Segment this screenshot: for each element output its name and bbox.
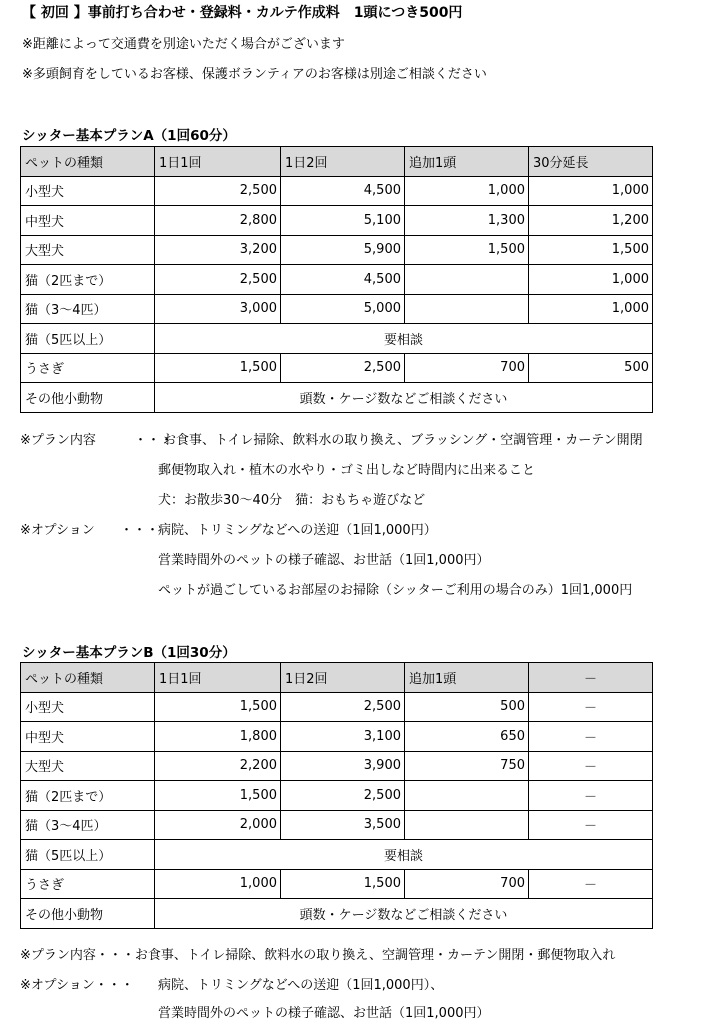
table-row <box>21 324 653 354</box>
pet-type-cell: その他小動物 <box>21 899 155 929</box>
price-cell: 2,800 <box>155 206 281 236</box>
travel-fee-note: ※距離によって交通費を別途いただく場合がございます <box>22 37 345 52</box>
table-row <box>21 383 653 413</box>
price-cell: 5,000 <box>281 294 405 324</box>
table-header-row <box>21 663 653 693</box>
price-cell: 2,500 <box>281 692 405 722</box>
plan-a-content-text: お食事、トイレ掃除、飲料水の取り換え、ブラッシング・空調管理・カーテン開閉 <box>163 433 643 448</box>
table-row <box>21 810 653 840</box>
pet-type-cell: 猫（2匹まで） <box>21 781 155 811</box>
price-cell <box>405 781 529 811</box>
price-cell: 1,500 <box>529 235 653 265</box>
price-cell: 3,200 <box>155 235 281 265</box>
table-row <box>21 869 653 899</box>
price-cell: 1,000 <box>529 176 653 206</box>
price-cell: 1,500 <box>155 781 281 811</box>
pet-type-cell: うさぎ <box>21 353 155 383</box>
price-cell: 1,500 <box>155 692 281 722</box>
price-cell: 650 <box>405 722 529 752</box>
plan-a-option-text: 病院、トリミングなどへの送迎（1回1,000円） <box>158 523 437 538</box>
pet-type-cell: 猫（3～4匹） <box>21 810 155 840</box>
pet-type-cell: 猫（5匹以上） <box>21 324 155 354</box>
plan-a-option-label: ※オプション <box>20 523 95 538</box>
plan-a-content-text: 郵便物取入れ・植木の水やり・ゴミ出しなど時間内に出来ること <box>158 463 536 478</box>
price-cell: 1,000 <box>529 265 653 295</box>
price-cell: 2,500 <box>281 781 405 811</box>
multi-pet-note: ※多頭飼育をしているお客様、保護ボランティアのお客様は別途ご相談ください <box>22 67 487 82</box>
column-header: 1日2回 <box>281 147 405 177</box>
pet-type-cell: 中型犬 <box>21 206 155 236</box>
price-cell: 3,900 <box>281 751 405 781</box>
price-cell: 5,900 <box>281 235 405 265</box>
price-cell: 500 <box>405 692 529 722</box>
column-header: － <box>529 663 653 693</box>
pet-type-cell: その他小動物 <box>21 383 155 413</box>
price-cell <box>405 265 529 295</box>
table-row <box>21 692 653 722</box>
dash-cell: － <box>529 810 653 840</box>
price-cell: 2,200 <box>155 751 281 781</box>
dash-cell: － <box>529 869 653 899</box>
plan-a-option-dots: ・・・ <box>120 523 160 538</box>
column-header: 1日1回 <box>155 147 281 177</box>
pet-type-cell: 大型犬 <box>21 235 155 265</box>
consult-cell: 要相談 <box>155 840 653 870</box>
table-row <box>21 294 653 324</box>
dash-cell: － <box>529 692 653 722</box>
column-header: 追加1頭 <box>405 147 529 177</box>
table-row <box>21 235 653 265</box>
plan-b-option-label: ※オプション・・・ <box>20 978 134 993</box>
price-cell: 700 <box>405 353 529 383</box>
pet-type-cell: 大型犬 <box>21 751 155 781</box>
plan-a-table <box>20 146 653 413</box>
column-header: ペットの種類 <box>21 663 155 693</box>
price-cell: 500 <box>529 353 653 383</box>
plan-a-option-text: ペットが過ごしているお部屋のお掃除（シッターご利用の場合のみ）1回1,000円 <box>158 583 633 598</box>
pet-type-cell: 中型犬 <box>21 722 155 752</box>
price-cell: 1,500 <box>405 235 529 265</box>
plan-b-table <box>20 662 653 929</box>
price-cell: 4,500 <box>281 176 405 206</box>
price-cell: 4,500 <box>281 265 405 295</box>
consult-cell: 頭数・ケージ数などご相談ください <box>155 899 653 929</box>
table-row <box>21 176 653 206</box>
price-cell: 2,500 <box>155 265 281 295</box>
price-cell: 1,800 <box>155 722 281 752</box>
price-cell: 2,500 <box>281 353 405 383</box>
price-cell: 1,000 <box>405 176 529 206</box>
intro-fee-line: 【 初回 】事前打ち合わせ・登録料・カルテ作成料 1頭につき500円 <box>22 5 463 21</box>
pet-type-cell: 猫（2匹まで） <box>21 265 155 295</box>
consult-cell: 要相談 <box>155 324 653 354</box>
price-cell: 1,500 <box>281 869 405 899</box>
plan-a-content-text: 犬：お散歩30～40分 猫：おもちゃ遊びなど <box>158 493 426 508</box>
pet-type-cell: 小型犬 <box>21 176 155 206</box>
price-cell: 1,000 <box>155 869 281 899</box>
table-row <box>21 751 653 781</box>
price-cell: 750 <box>405 751 529 781</box>
dash-cell: － <box>529 781 653 811</box>
price-cell: 1,300 <box>405 206 529 236</box>
column-header: 1日1回 <box>155 663 281 693</box>
plan-a-content-label: ※プラン内容 <box>20 433 96 448</box>
table-row <box>21 206 653 236</box>
plan-a-content-dots: ・・・ <box>134 433 174 448</box>
table-row <box>21 899 653 929</box>
price-cell: 1,000 <box>529 294 653 324</box>
pet-type-cell: 猫（5匹以上） <box>21 840 155 870</box>
plan-b-option-text: 営業時間外のペットの様子確認、お世話（1回1,000円） <box>158 1006 490 1021</box>
column-header: 30分延長 <box>529 147 653 177</box>
price-cell: 2,500 <box>155 176 281 206</box>
table-row <box>21 781 653 811</box>
plan-b-title: シッター基本プランB（1回30分） <box>22 645 236 661</box>
price-cell: 2,000 <box>155 810 281 840</box>
table-row <box>21 722 653 752</box>
pet-type-cell: うさぎ <box>21 869 155 899</box>
pet-type-cell: 猫（3～4匹） <box>21 294 155 324</box>
pet-type-cell: 小型犬 <box>21 692 155 722</box>
price-cell <box>405 294 529 324</box>
column-header: 追加1頭 <box>405 663 529 693</box>
plan-b-option-text: 病院、トリミングなどへの送迎（1回1,000円）、 <box>158 978 444 993</box>
table-row <box>21 265 653 295</box>
price-cell: 1,500 <box>155 353 281 383</box>
table-row <box>21 840 653 870</box>
column-header: ペットの種類 <box>21 147 155 177</box>
price-cell <box>405 810 529 840</box>
price-cell: 3,000 <box>155 294 281 324</box>
consult-cell: 頭数・ケージ数などご相談ください <box>155 383 653 413</box>
plan-a-option-text: 営業時間外のペットの様子確認、お世話（1回1,000円） <box>158 553 490 568</box>
price-cell: 5,100 <box>281 206 405 236</box>
price-cell: 3,500 <box>281 810 405 840</box>
table-row <box>21 353 653 383</box>
dash-cell: － <box>529 751 653 781</box>
column-header: 1日2回 <box>281 663 405 693</box>
price-cell: 700 <box>405 869 529 899</box>
plan-b-content-line: ※プラン内容・・・お食事、トイレ掃除、飲料水の取り換え、空調管理・カーテン開閉・郵便物取入れ <box>20 948 616 963</box>
price-cell: 3,100 <box>281 722 405 752</box>
price-cell: 1,200 <box>529 206 653 236</box>
plan-a-title: シッター基本プランA（1回60分） <box>22 128 236 144</box>
table-header-row <box>21 147 653 177</box>
dash-cell: － <box>529 722 653 752</box>
